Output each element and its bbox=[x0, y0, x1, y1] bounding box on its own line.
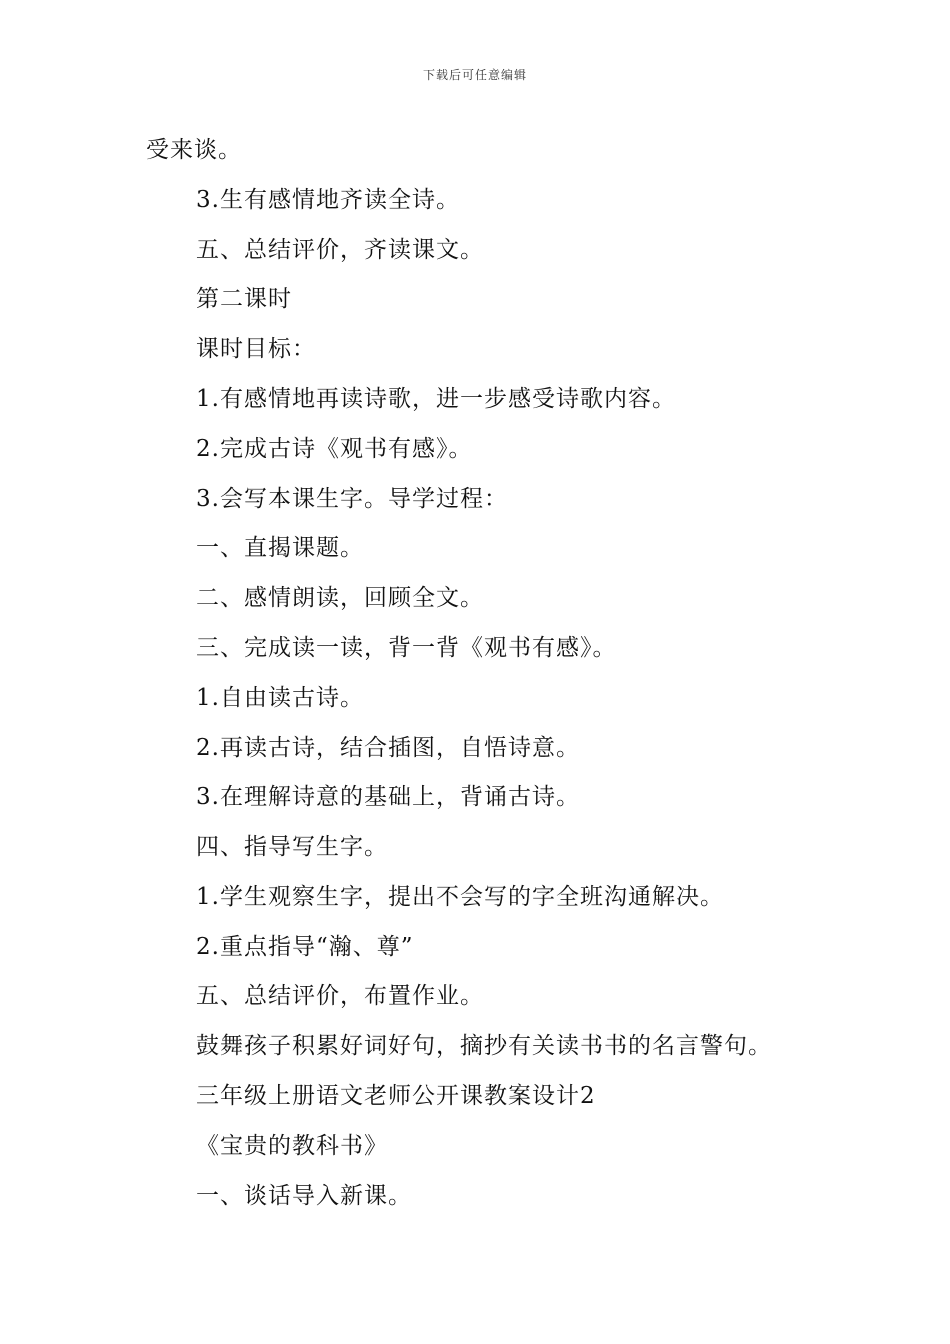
section-title: 三年级上册语文老师公开课教案设计2 bbox=[196, 1083, 596, 1109]
text-line: 五、总结评价，齐读课文。 bbox=[196, 237, 484, 263]
page-header: 下载后可任意编辑 bbox=[422, 68, 527, 82]
text-line: 2.重点指导“瀚、尊” bbox=[196, 934, 414, 960]
text-line: 鼓舞孩子积累好词好句，摘抄有关读书书的名言警句。 bbox=[196, 1033, 772, 1059]
text-line: 2.完成古诗《观书有感》。 bbox=[196, 436, 473, 462]
text-line: 二、感情朗读，回顾全文。 bbox=[196, 585, 484, 611]
text-line: 1.学生观察生字，提出不会写的字全班沟通解决。 bbox=[196, 884, 724, 910]
text-line: 3.生有感情地齐读全诗。 bbox=[196, 187, 460, 213]
text-line: 1.自由读古诗。 bbox=[196, 685, 364, 711]
text-line: 受来谈。 bbox=[146, 137, 242, 163]
text-line: 五、总结评价，布置作业。 bbox=[196, 983, 484, 1009]
lesson-title: 《宝贵的教科书》 bbox=[196, 1133, 388, 1159]
text-line: 1.有感情地再读诗歌，进一步感受诗歌内容。 bbox=[196, 386, 676, 412]
text-line: 3.在理解诗意的基础上，背诵古诗。 bbox=[196, 784, 580, 810]
text-line: 一、直揭课题。 bbox=[196, 535, 364, 561]
text-line: 3.会写本课生字。导学过程： bbox=[196, 486, 508, 512]
text-line: 课时目标： bbox=[196, 336, 316, 362]
text-line: 三、完成读一读，背一背《观书有感》。 bbox=[196, 635, 617, 661]
text-line: 2.再读古诗，结合插图，自悟诗意。 bbox=[196, 735, 580, 761]
text-line: 第二课时 bbox=[196, 286, 292, 312]
text-line: 一、谈话导入新课。 bbox=[196, 1183, 412, 1209]
text-line: 四、指导写生字。 bbox=[196, 834, 388, 860]
